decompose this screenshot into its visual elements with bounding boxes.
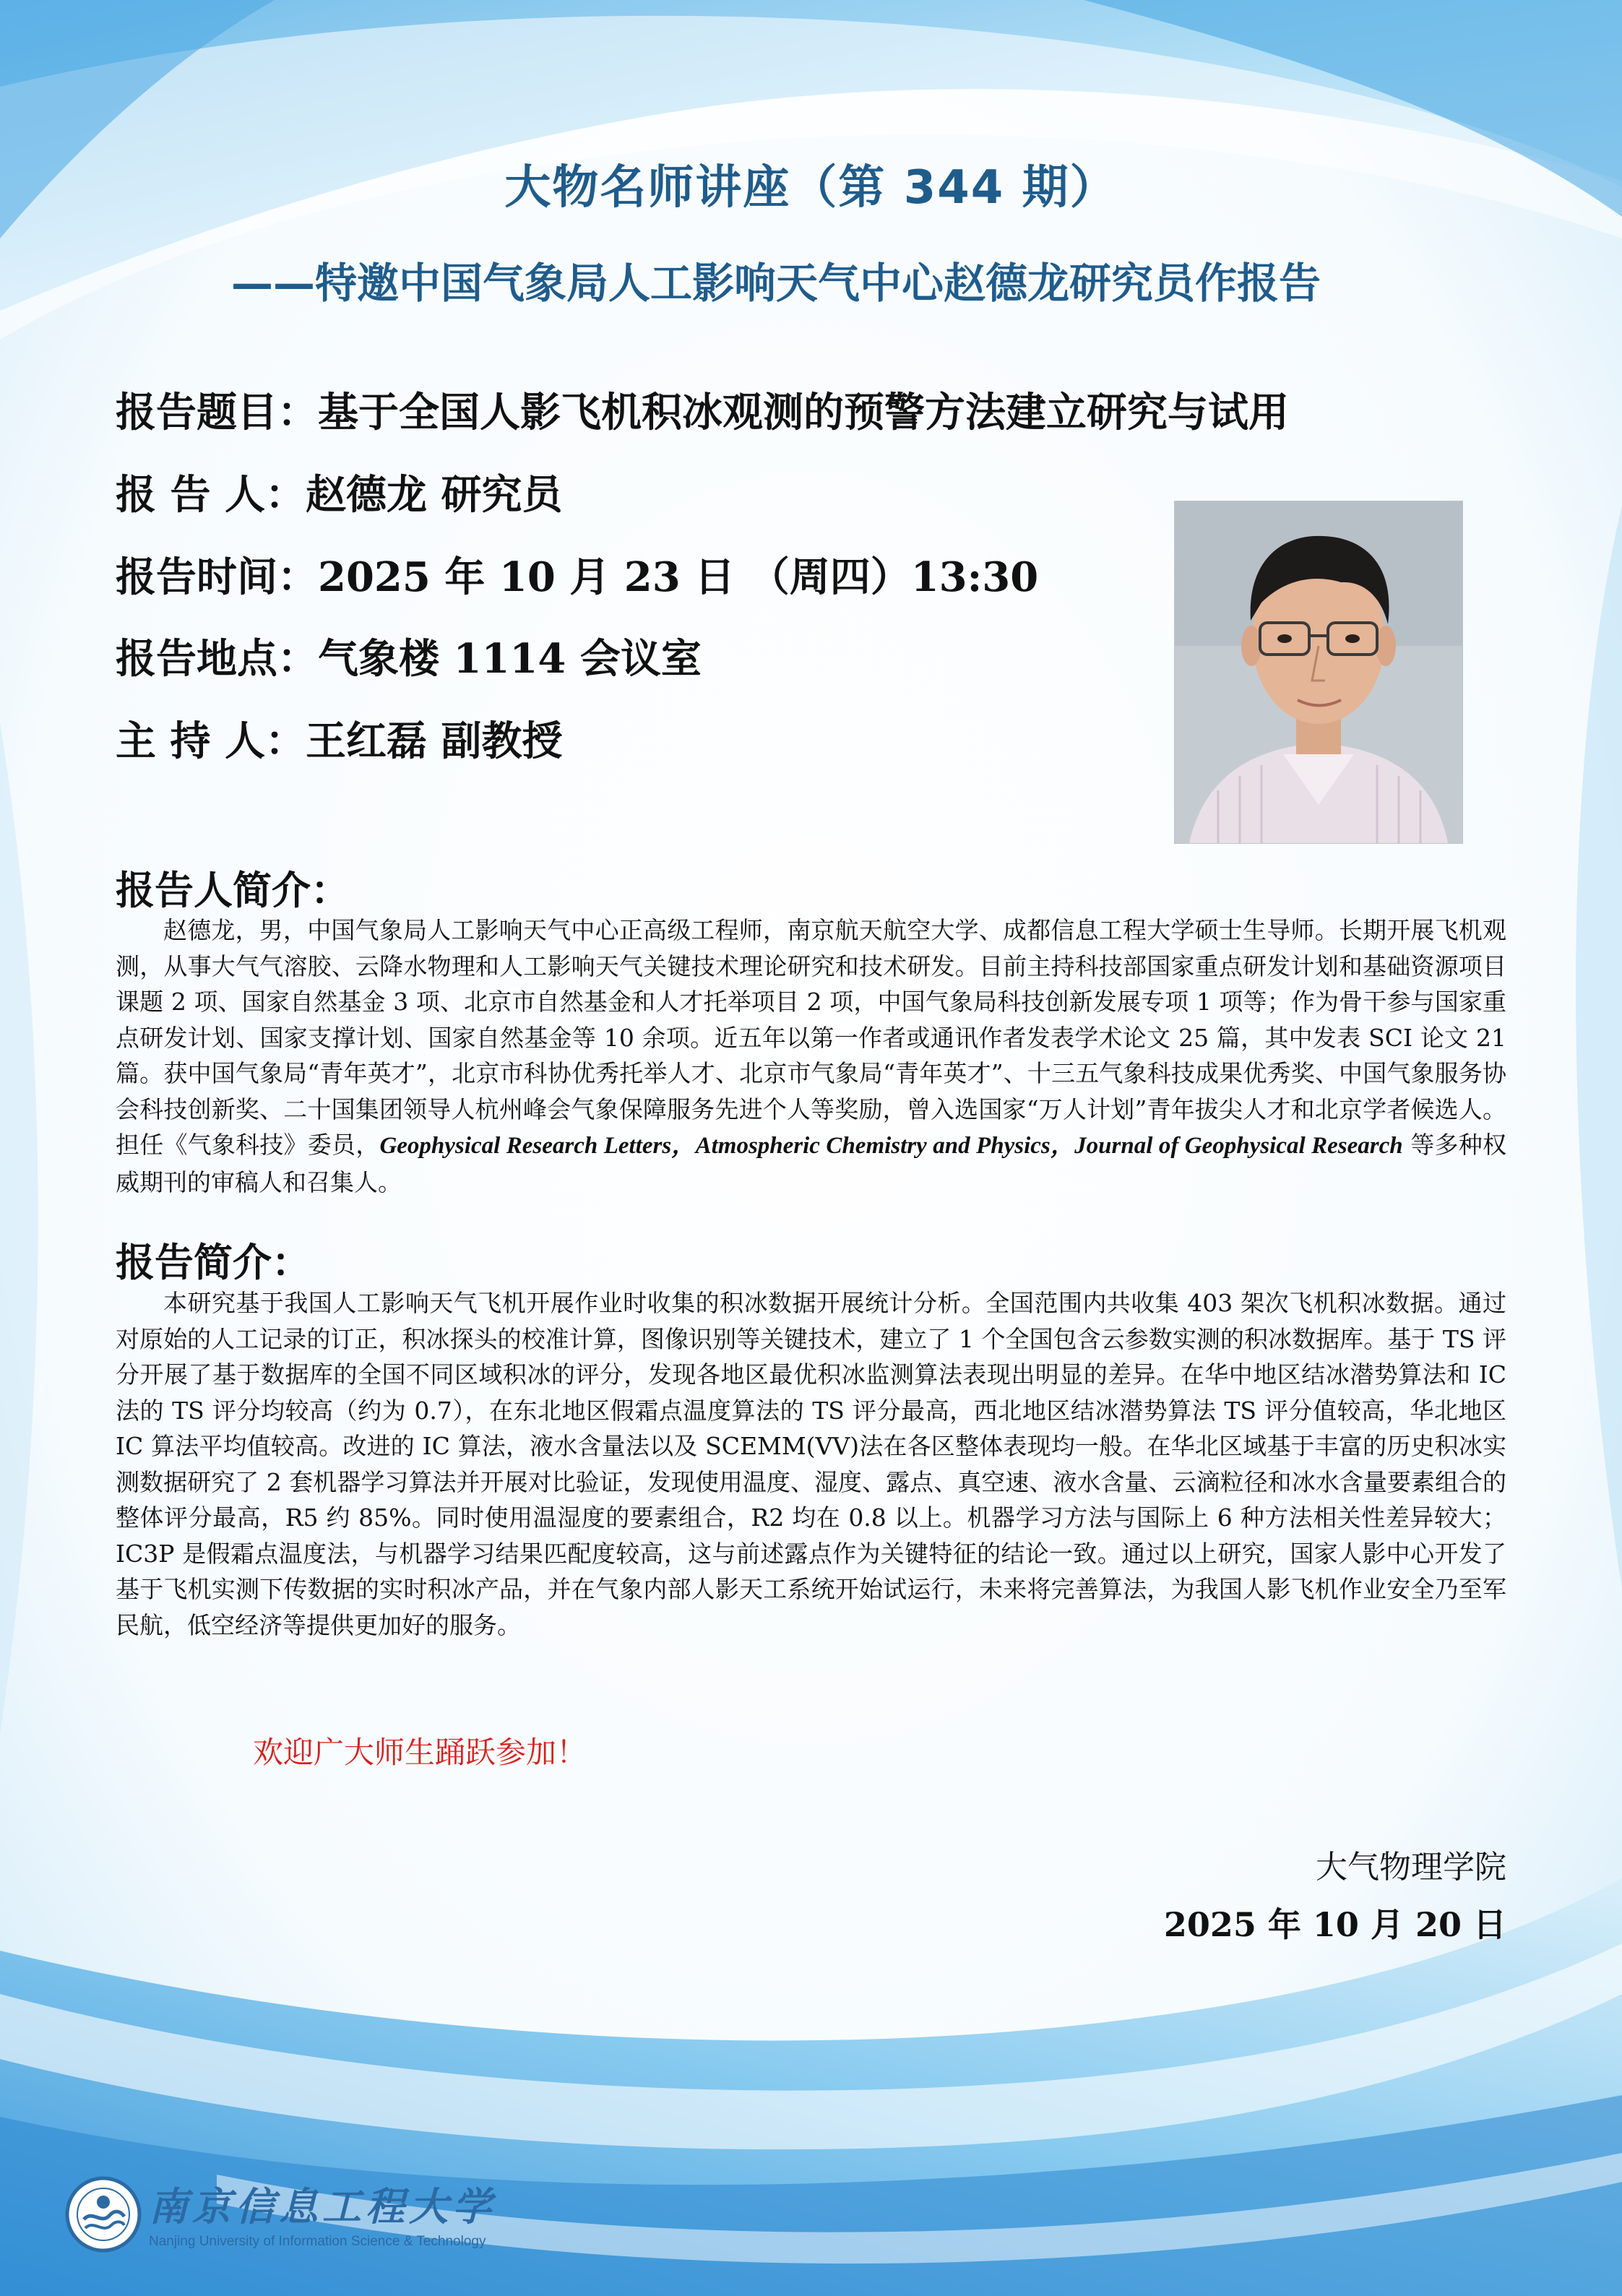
speaker-photo (1174, 501, 1463, 844)
signature-date: 2025 年 10 月 20 日 (1163, 1905, 1506, 1944)
place-label: 报告地点： (116, 635, 318, 683)
speaker-label: 报 告 人： (116, 471, 306, 519)
topic-value: 基于全国人影飞机积冰观测的预警方法建立研究与试用 (318, 389, 1289, 436)
bio-journals: Geophysical Research Letters，Atmospheric Chemistry and Physics，Journal of Geophysical Research (379, 1133, 1403, 1159)
time-label: 报告时间： (116, 553, 318, 601)
bio-text: 赵德龙，男，中国气象局人工影响天气中心正高级工程师，南京航天航空大学、成都信息工程大学硕士生导师。长期开展飞机观测，从事大气气溶胶、云降水物理和人工影响天气关键技术理论研究和技术研发。目前主持科技部国家重点研发计划和基础资源项目课题 2 项、国家自然基金 3 项、北京市自然基金和人才托举项目 2 项，中国气象局科技创新发展专项 1 项等；作为骨干参与国家重点研发计划、国家支撑计划、国家自然基金等 10 余项。近五年以第一作者或通讯作者发表学术论文 25 篇，其中发表 SCI 论文 21 篇。获中国气象局“青年英才”，北京市科协优秀托举人才、北京市气象局“青年英才”、十三五气象科技成果优秀奖、中国气象服务协会科技创新奖、二十国集团领导人杭州峰会气象保障服务先进个人等奖励，曾入选国家“万人计划”青年拔尖人才和北京学者候选人。担任《气象科技》委员， (116, 916, 1506, 1159)
speaker-row (116, 463, 563, 521)
host-row (116, 709, 563, 767)
time-value: 2025 年 10 月 23 日 （周四）13:30 (318, 553, 1039, 601)
university-logo (64, 2170, 496, 2264)
page-title: 大物名师讲座（第 344 期） (504, 161, 1118, 215)
page-subtitle: ——特邀中国气象局人工影响天气中心赵德龙研究员作报告 (231, 259, 1321, 308)
host-label: 主 持 人： (116, 717, 306, 765)
speaker-value: 赵德龙 研究员 (306, 471, 563, 519)
host-value: 王红磊 副教授 (306, 717, 563, 765)
topic-label: 报告题目： (116, 389, 318, 436)
bio-paragraph (116, 912, 1506, 1200)
portrait-illustration (1175, 501, 1462, 843)
welcome-text: 欢迎广大师生踊跃参加！ (253, 1735, 587, 1770)
university-name-cn: 南京信息工程大学 (149, 2183, 496, 2230)
signature-org: 大气物理学院 (1316, 1849, 1506, 1886)
bio-heading: 报告人简介： (116, 867, 350, 913)
place-value: 气象楼 1114 会议室 (318, 635, 702, 683)
university-name-en: Nanjing University of Information Science & Technology (149, 2234, 486, 2249)
university-emblem-icon (64, 2175, 143, 2254)
topic-row (116, 381, 1289, 439)
place-row (116, 627, 702, 685)
time-row (116, 545, 1038, 603)
bio-text-end: 等多种权威期刊的审稿人和召集人。 (116, 1131, 1506, 1196)
abstract-paragraph: 本研究基于我国人工影响天气飞机开展作业时收集的积冰数据开展统计分析。全国范围内共收集 403 架次飞机积冰数据。通过对原始的人工记录的订正，积冰探头的校准计算，图像识别等关键技术，建立了 1 个全国包含云参数实测的积冰数据库。基于 TS 评分开展了基于数据库的全国不同区域积冰的评分，发现各地区最优积冰监测算法表现出明显的差异。在华中地区结冰潜势算法和 IC 法的 TS 评分均较高（约为 0.7），在东北地区假霜点温度算法的 TS 评分最高，西北地区结冰潜势算法 TS 评分值较高，华北地区 IC 算法平均值较高。改进的 IC 算法，液水含量法以及 SCEMM(VV)法在各区整体表现均一般。在华北区域基于丰富的历史积冰实测数据研究了 2 套机器学习算法并开展对比验证，发现使用温度、湿度、露点、真空速、液水含量、云滴粒径和冰水含量要素组合的整体评分最高，R5 约 85%。同时使用温湿度的要素组合，R2 均在 0.8 以上。机器学习方法与国际上 6 种方法相关性差异较大；IC3P 是假霜点温度法，与机器学习结果匹配度较高，这与前述露点作为关键特征的结论一致。通过以上研究，国家人影中心开发了基于飞机实测下传数据的实时积冰产品，并在气象内部人影天工系统开始试运行，未来将完善算法，为我国人影飞机作业安全乃至军民航，低空经济等提供更加好的服务。 (116, 1289, 1506, 1639)
abstract-heading: 报告简介： (116, 1239, 311, 1285)
